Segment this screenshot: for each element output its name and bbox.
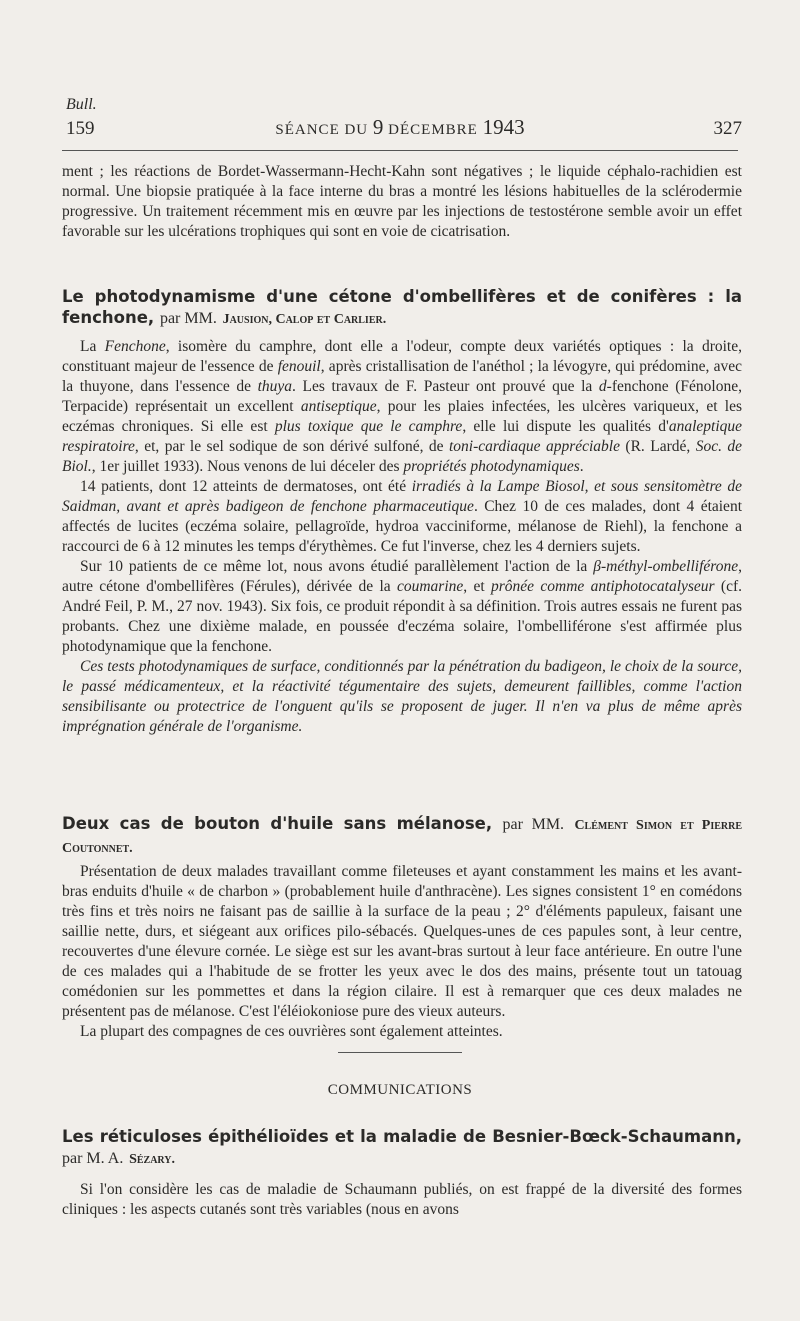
article-fenchone <box>62 286 742 330</box>
section-rule <box>338 1052 462 1053</box>
paragraph-3: Sur 10 patients de ce même lot, nous avons étudié parallèlement l'action de la β-méthyl-ombelliférone, autre cétone d'ombellifères (Férules), dérivée de la coumarine, et prônée comme antiphotocatalyseur (cf. André Feil, P. M., 27 nov. 1943). Six fois, ce produit répondit à sa définition. Trois autres essais ne furent pas probants. Chez une dixième malade, en poussée d'eczéma solaire, l'ombelliférone s'est affirmée plus photodynamique que la fenchone. <box>62 558 742 655</box>
title-day: 9 <box>372 115 384 139</box>
article-reticuloses <box>62 1126 742 1170</box>
title-year: 1943 <box>482 115 525 139</box>
page-number: 327 <box>713 118 742 139</box>
article-title: Deux cas de bouton d'huile sans mélanose, <box>62 814 493 833</box>
article-heading <box>62 286 742 330</box>
paragraph-1: La Fenchone, isomère du camphre, dont elle a l'odeur, compte deux variétés optiques : la droite, constituant majeur de l'essence de fenouil, après cristallisation de l'anéthol ; la lévogyre, qui prédomine, avec la thuyone, dans l'essence de thuya. Les travaux de F. Pasteur ont prouvé que la d-fenchone (Fénolone, Terpacide) représentait un excellent antiseptique, pour les plaies infectées, les ulcères variqueux, et les eczémas chroniques. Si elle est plus toxique que le camphre, elle lui dispute les qualités d'analeptique respiratoire, et, par le sel sodique de son dérivé sulfoné, de toni-cardiaque appréciable (R. Lardé, Soc. de Biol., 1er juillet 1933). Nous venons de lui déceler des propriétés photodynamiques. <box>62 338 743 475</box>
paragraph-4: Ces tests photodynamiques de surface, conditionnés par la pénétration du badigeon, le choix de la source, le passé médicamenteux, et la réactivité tégumentaire des sujets, demeurent faillibles, comme l'action sensibilisante ou protectrice de l'onguent qu'ils se proposent de juger. Il n'en va plus de même après imprégnation générale de l'organisme. <box>62 658 742 735</box>
header-rule <box>62 150 738 151</box>
intro-block <box>62 162 742 242</box>
article-authors: Sézary. <box>129 1152 176 1167</box>
paragraph-2: La plupart des compagnes de ces ouvrières sont également atteintes. <box>80 1023 503 1040</box>
journal-abbrev: Bull. <box>66 96 97 113</box>
article-bouton-huile-body <box>62 862 742 1042</box>
article-bouton-huile <box>62 813 742 859</box>
article-fenchone-body <box>62 337 742 737</box>
article-authors: Jausion, Calop et Carlier. <box>222 312 387 327</box>
section-heading: COMMUNICATIONS <box>327 1082 473 1098</box>
article-by: par MM. <box>502 816 565 833</box>
intro-paragraph: ment ; les réactions de Bordet-Wassermann-Hecht-Kahn sont négatives ; le liquide céphalo-rachidien est normal. Une biopsie pratiquée à la face interne du bras a montré les lésions habituelles de la sclérodermie progressive. Un traitement récemment mis en œuvre par les injections de testostérone semble avoir un effet favorable sur les ulcérations trophiques qui sont en voie de cicatrisation. <box>62 163 742 240</box>
article-heading <box>62 1126 742 1170</box>
article-by: par MM. <box>159 310 217 327</box>
running-title <box>0 115 800 140</box>
title-seance: SÉANCE DU <box>275 122 373 138</box>
article-authors: Clément Simon et Pierre Coutonnet. <box>62 818 742 856</box>
title-month: DÉCEMBRE <box>383 122 483 138</box>
left-page-number: 159 <box>66 118 95 139</box>
article-heading <box>62 813 742 859</box>
article-reticuloses-body <box>62 1180 742 1220</box>
paragraph-1: Si l'on considère les cas de maladie de Schaumann publiés, on est frappé de la diversité des formes cliniques : les aspects cutanés sont très variables (nous en avons <box>62 1181 742 1218</box>
paragraph-2: 14 patients, dont 12 atteints de dermatoses, ont été irradiés à la Lampe Biosol, et sous sensitomètre de Saidman, avant et après badigeon de fenchone pharmaceutique. Chez 10 de ces malades, dont 4 étaient affectés de lucites (eczéma solaire, pellagroïde, hydroa vacciniforme, mélanose de Riehl), la fenchone a raccourci de 6 à 12 minutes les temps d'érythèmes. Ce fut l'inverse, chez les 4 derniers sujets. <box>62 478 743 555</box>
article-title: Les réticuloses épithélioïdes et la maladie de Besnier-Bœck-Schaumann, <box>62 1127 742 1146</box>
article-by: par M. A. <box>62 1150 124 1167</box>
paragraph-1: Présentation de deux malades travaillant comme fileteuses et ayant constamment les mains et les avant-bras enduits d'huile « de charbon » (probablement huile d'anthracène). Les signes consistent 1° en comédons très fins et très noirs ne faisant pas de saillie à la surface de la peau ; 2° d'éléments papuleux, faisant une saillie nette, durs, et siégeant aux orifices pilo-sébacés. Quelques-unes de ces papules sont, à leur centre, recouvertes d'une élevure cornée. Le siège est sur les avant-bras surtout à leur face antérieure. En outre l'une de ces malades qui a l'habitude de se frotter les yeux avec le dos des mains, présente tout un tatouag comédonien sur les pommettes et dans la région cilaire. Il est à remarquer que ces deux malades ne présentent pas de mélanose. C'est l'éléiokoniose pure des vieux auteurs. <box>62 863 742 1020</box>
article-title: Le photodynamisme d'une cétone d'ombellifères et de conifères : la fenchone, <box>62 287 742 327</box>
